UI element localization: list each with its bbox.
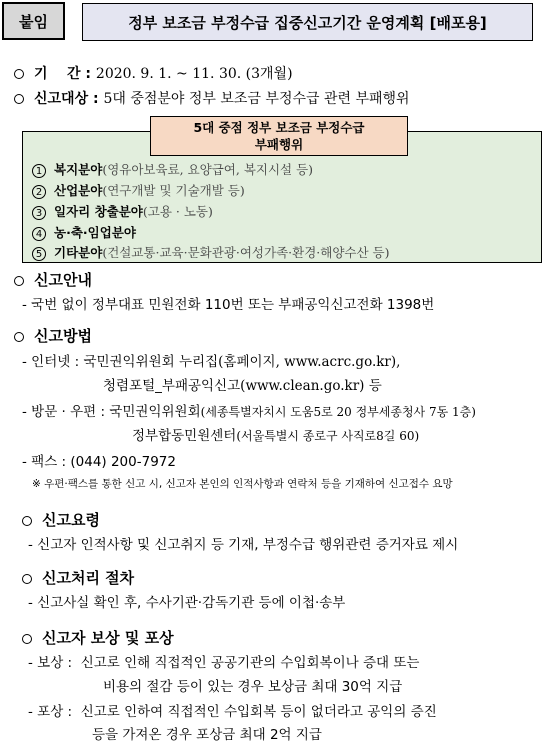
comp-line1: 신고로 인해 직접적인 공공기관의 수입회복이나 증대 또는 [80,655,420,671]
internet-label: - 인터넷 : [22,354,80,370]
reward-title: 신고자 보상 및 포상 [42,629,174,647]
focus-area-name: 기타분야 [54,245,103,260]
prize-label: - 포상 : [28,704,73,720]
internet-site-2: 청렴포털_부패공익신고 [103,378,241,394]
focus-area-item [32,202,213,220]
focus-areas-heading-line1: 5대 중점 정부 보조금 부정수급 [193,120,365,135]
procedure-line-text: - 신고사실 확인 후, 수사기관·감독기관 등에 이첩·송부 [28,595,346,611]
document-title-text: 정부 보조금 부정수급 집중신고기간 운영계획 [배포용] [128,13,487,32]
method-title: 신고방법 [34,327,92,345]
internet-site-1-detail: (홈페이지, www.acrc.go.kr), [218,354,401,370]
target-value: 5대 중점분야 정부 보조금 부정수급 관련 부패행위 [103,91,410,107]
internet-site-2-detail: (www.clean.go.kr) 등 [240,378,382,394]
focus-area-detail: (연구개발 및 기술개발 등) [102,183,245,198]
fax-text: - 팩스 : (044) 200-7972 [22,454,176,470]
requirements-line-text: - 신고자 인적사항 및 신고취지 등 기재, 부정수급 행위관련 증거자료 제시 [28,537,459,553]
prize-line1: 신고로 인하여 직접적인 수입회복 등이 없더라고 공익의 증진 [80,704,437,720]
method-note [32,476,453,491]
reward-heading [22,627,174,648]
visit-label: - 방문 · 우편 : [22,404,106,420]
method-note-text: ※ 우편·팩스를 통한 신고 시, 신고자 본인의 인적사항과 연락처 등을 기재하여 신고접수 요망 [32,478,453,490]
visit-place-1-detail: (세종특별자치시 도움5로 20 정부세종청사 7동 1층) [200,405,476,419]
focus-area-item [32,160,313,178]
focus-area-item [32,243,389,261]
target-row: 신고대상 : 5대 중점분야 정부 보조금 부정수급 관련 부패행위 [14,88,410,108]
requirements-line [28,533,458,553]
focus-area-detail: (건설교통·교육·문화관광·여성가족·환경·해양수산 등) [102,245,390,260]
document-title [82,3,533,41]
circled-number: 1 [32,164,46,178]
procedure-line [28,591,345,611]
circled-number: 4 [32,227,46,241]
focus-area-name: 산업분야 [54,183,103,198]
period-value: 2020. 9. 1. ~ 11. 30. (3개월) [95,66,293,82]
guide-line [22,293,434,313]
method-visit-line2 [132,424,419,444]
bullet-circle-icon [22,634,32,644]
internet-site-1: 국민권익위원회 누리집 [83,354,219,370]
focus-areas-heading-line2: 부패행위 [254,137,304,152]
focus-areas-heading [150,116,408,156]
focus-area-name: 일자리 창출분야 [54,204,143,219]
circled-number: 5 [32,247,46,261]
focus-area-detail: (고용 · 노동) [142,204,213,219]
method-heading [14,325,92,346]
period-row: 기 간 : 2020. 9. 1. ~ 11. 30. (3개월) [14,63,293,83]
target-label: 신고대상 [34,91,89,107]
guide-line-text: - 국번 없이 정부대표 민원전화 110번 또는 부패공익신고전화 1398번 [22,297,435,313]
guide-title: 신고안내 [34,271,92,289]
method-internet-line1 [22,350,400,370]
focus-area-item [32,181,245,199]
comp-line2: 비용의 절감 등이 있는 경우 보상금 최대 30억 지급 [103,679,403,695]
method-visit-line1 [22,400,476,420]
attachment-tag [2,2,65,40]
attachment-tag-label: 붙임 [19,12,48,31]
comp-label: - 보상 : [28,655,73,671]
visit-place-2: 정부합동민원센터 [132,428,237,444]
focus-area-detail: (영유아보육료, 요양급여, 복지시설 등) [102,162,314,177]
bullet-circle-icon [14,94,24,104]
reward-prize-line1 [28,700,437,720]
bullet-circle-icon [22,574,32,584]
circled-number: 3 [32,206,46,220]
circled-number: 2 [32,185,46,199]
bullet-circle-icon [14,69,24,79]
bullet-circle-icon [22,516,32,526]
prize-line2: 등을 가져온 경우 포상금 최대 2억 지급 [92,727,322,743]
visit-place-2-detail: (서울특별시 종로구 사직로8길 60) [236,429,420,443]
bullet-circle-icon [14,332,24,342]
procedure-heading [22,567,134,588]
method-fax-line [22,450,176,470]
focus-area-item [32,223,136,241]
requirements-heading [22,509,100,530]
requirements-title: 신고요령 [42,511,100,529]
focus-area-name: 농·축·임업분야 [54,225,136,240]
procedure-title: 신고처리 절차 [42,569,135,587]
reward-comp-line1 [28,651,419,671]
method-internet-line2 [103,374,382,394]
bullet-circle-icon [14,276,24,286]
focus-area-name: 복지분야 [54,162,103,177]
guide-heading [14,269,92,290]
visit-place-1: 국민권익위원회 [109,404,201,420]
reward-prize-line2 [92,723,322,743]
reward-comp-line2 [103,675,402,695]
period-label: 기 간 [34,66,81,82]
